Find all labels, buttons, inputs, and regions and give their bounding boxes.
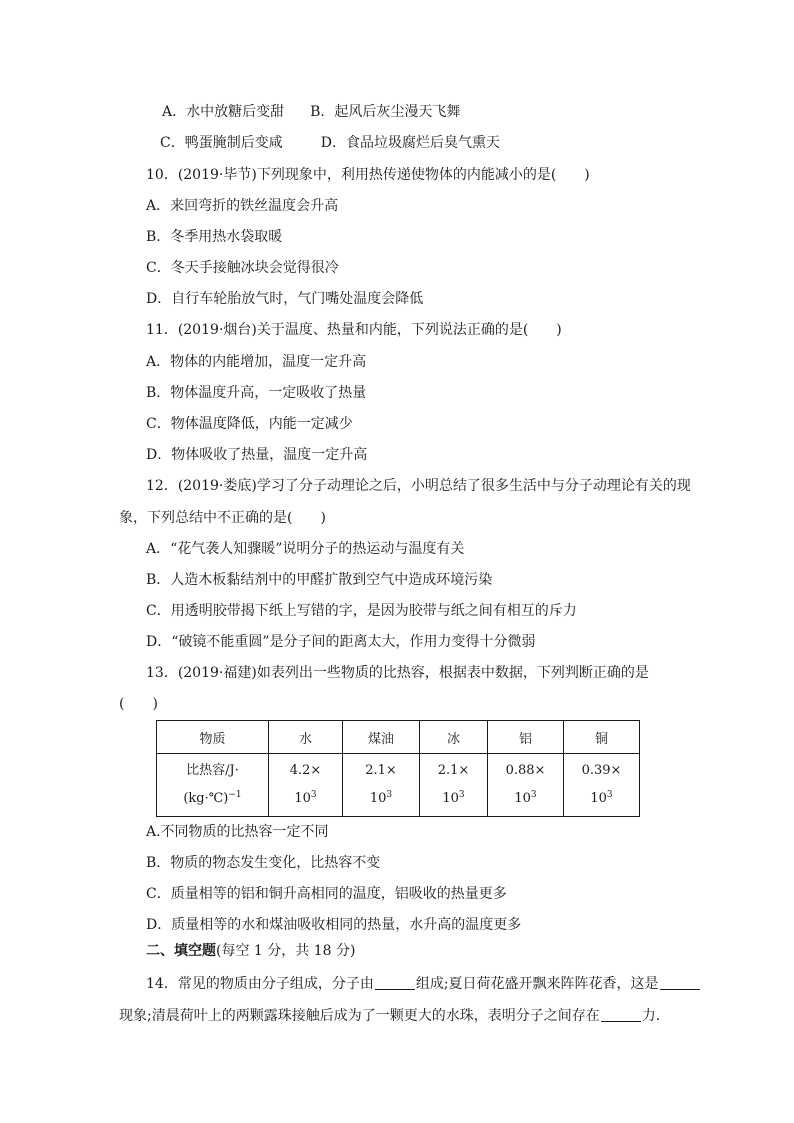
cell-power: $10^3$ — [590, 790, 613, 806]
q13-option-c: C．质量相等的铝和铜升高相同的温度，铝吸收的热量更多 — [146, 886, 507, 902]
cell-power: $10^3$ — [514, 790, 537, 806]
table-header-cell: 冰 — [420, 721, 488, 754]
q12-stem-line-2: 象，下列总结中不正确的是( ) — [119, 510, 326, 526]
q13-stem-line-2: ( ) — [119, 696, 158, 712]
q11-option-a: A．物体的内能增加，温度一定升高 — [146, 354, 367, 370]
q9-option-b: B．起风后灰尘漫天飞舞 — [310, 104, 461, 120]
section-note: (每空 1 分，共 18 分) — [216, 943, 356, 959]
q13-option-d: D．质量相等的水和煤油吸收相同的热量，水升高的温度更多 — [146, 917, 522, 933]
answer-blank-1[interactable] — [375, 975, 415, 990]
q12-option-a: A．“花气袭人知骤暖”说明分子的热运动与温度有关 — [146, 541, 465, 557]
q9-option-a: A．水中放糖后变甜 — [162, 104, 285, 120]
q9-options-row-2 — [160, 133, 500, 153]
q12-option-c: C．用透明胶带揭下纸上写错的字，是因为胶带与纸之间有相互的斥力 — [146, 603, 577, 619]
cell-mantissa: 4.2× — [289, 763, 322, 778]
cell-mantissa: 2.1× — [365, 763, 397, 778]
q11-option-d: D．物体吸收了热量，温度一定升高 — [146, 447, 368, 463]
answer-blank-3[interactable] — [601, 1007, 641, 1022]
q14-text-2: 组成;夏日荷花盛开飘来阵阵花香，这是 — [415, 976, 659, 992]
q10-option-d: D．自行车轮胎放气时，气门嘴处温度会降低 — [146, 291, 424, 307]
q13-stem-line-1: 13．(2019·福建)如表列出一些物质的比热容，根据表中数据，下列判断正确的是 — [146, 665, 649, 681]
row-label-unit: (kg·℃) — [183, 791, 229, 806]
q14-text-3: 现象;清晨荷叶上的两颗露珠接触后成为了一颗更大的水珠，表明分子之间存在 — [119, 1008, 600, 1024]
row-label-line-2 — [157, 785, 268, 813]
row-label-exponent: −1 — [228, 790, 242, 800]
q9-option-d: D．食品垃圾腐烂后臭气熏天 — [320, 135, 500, 151]
table-header-cell: 物质 — [157, 721, 269, 754]
table-cell — [420, 754, 488, 817]
table-row-label — [157, 754, 269, 817]
q10-option-b: B．冬季用热水袋取暖 — [146, 229, 283, 245]
q10-stem: 10．(2019·毕节)下列现象中，利用热传递使物体的内能减小的是( ) — [146, 167, 590, 183]
table-header-cell: 水 — [269, 721, 343, 754]
section-title: 二、填空题 — [146, 943, 216, 959]
cell-power: $10^3$ — [369, 790, 393, 806]
q11-stem: 11．(2019·烟台)关于温度、热量和内能，下列说法正确的是( ) — [146, 322, 562, 338]
q13-option-a: A.不同物质的比热容一定不同 — [146, 824, 329, 840]
q14-line-2 — [119, 1006, 670, 1026]
q11-option-b: B．物体温度升高，一定吸收了热量 — [146, 385, 367, 401]
q12-option-d: D．“破镜不能重圆”是分子间的距离太大，作用力变得十分微弱 — [146, 634, 536, 650]
table-header-cell: 铝 — [488, 721, 564, 754]
table-row — [157, 754, 640, 817]
table-header-cell: 铜 — [564, 721, 640, 754]
cell-mantissa: 0.39× — [581, 763, 622, 778]
table-cell — [488, 754, 564, 817]
q14-text-4: 力． — [641, 1008, 670, 1024]
cell-mantissa: 0.88× — [505, 763, 546, 778]
q9-option-c: C．鸭蛋腌制后变咸 — [160, 135, 283, 151]
table-cell — [564, 754, 640, 817]
row-label-line-1: 比热容/J· — [186, 763, 239, 778]
q10-option-c: C．冬天手接触冰块会觉得很冷 — [146, 260, 339, 276]
table-cell — [343, 754, 420, 817]
cell-power: $10^3$ — [442, 790, 465, 806]
table-cell — [269, 754, 343, 817]
q13-option-b: B．物质的物态发生变化，比热容不变 — [146, 855, 381, 871]
q12-option-b: B．人造木板黏结剂中的甲醛扩散到空气中造成环境污染 — [146, 572, 493, 588]
q10-option-a: A．来回弯折的铁丝温度会升高 — [146, 198, 339, 214]
specific-heat-table — [156, 720, 640, 817]
cell-power: $10^3$ — [294, 790, 317, 806]
table-header-row — [157, 721, 640, 754]
q11-option-c: C．物体温度降低，内能一定减少 — [146, 416, 353, 432]
q9-options-row-1 — [162, 102, 460, 122]
q14-line-1 — [146, 974, 701, 994]
section-heading — [146, 941, 355, 961]
answer-blank-2[interactable] — [660, 975, 700, 990]
q12-stem-line-1: 12．(2019·娄底)学习了分子动理论之后，小明总结了很多生活中与分子动理论有关的现 — [146, 478, 691, 494]
cell-mantissa: 2.1× — [437, 763, 470, 778]
q14-text-1: 14．常见的物质由分子组成，分子由 — [146, 976, 374, 992]
table-header-cell: 煤油 — [343, 721, 420, 754]
